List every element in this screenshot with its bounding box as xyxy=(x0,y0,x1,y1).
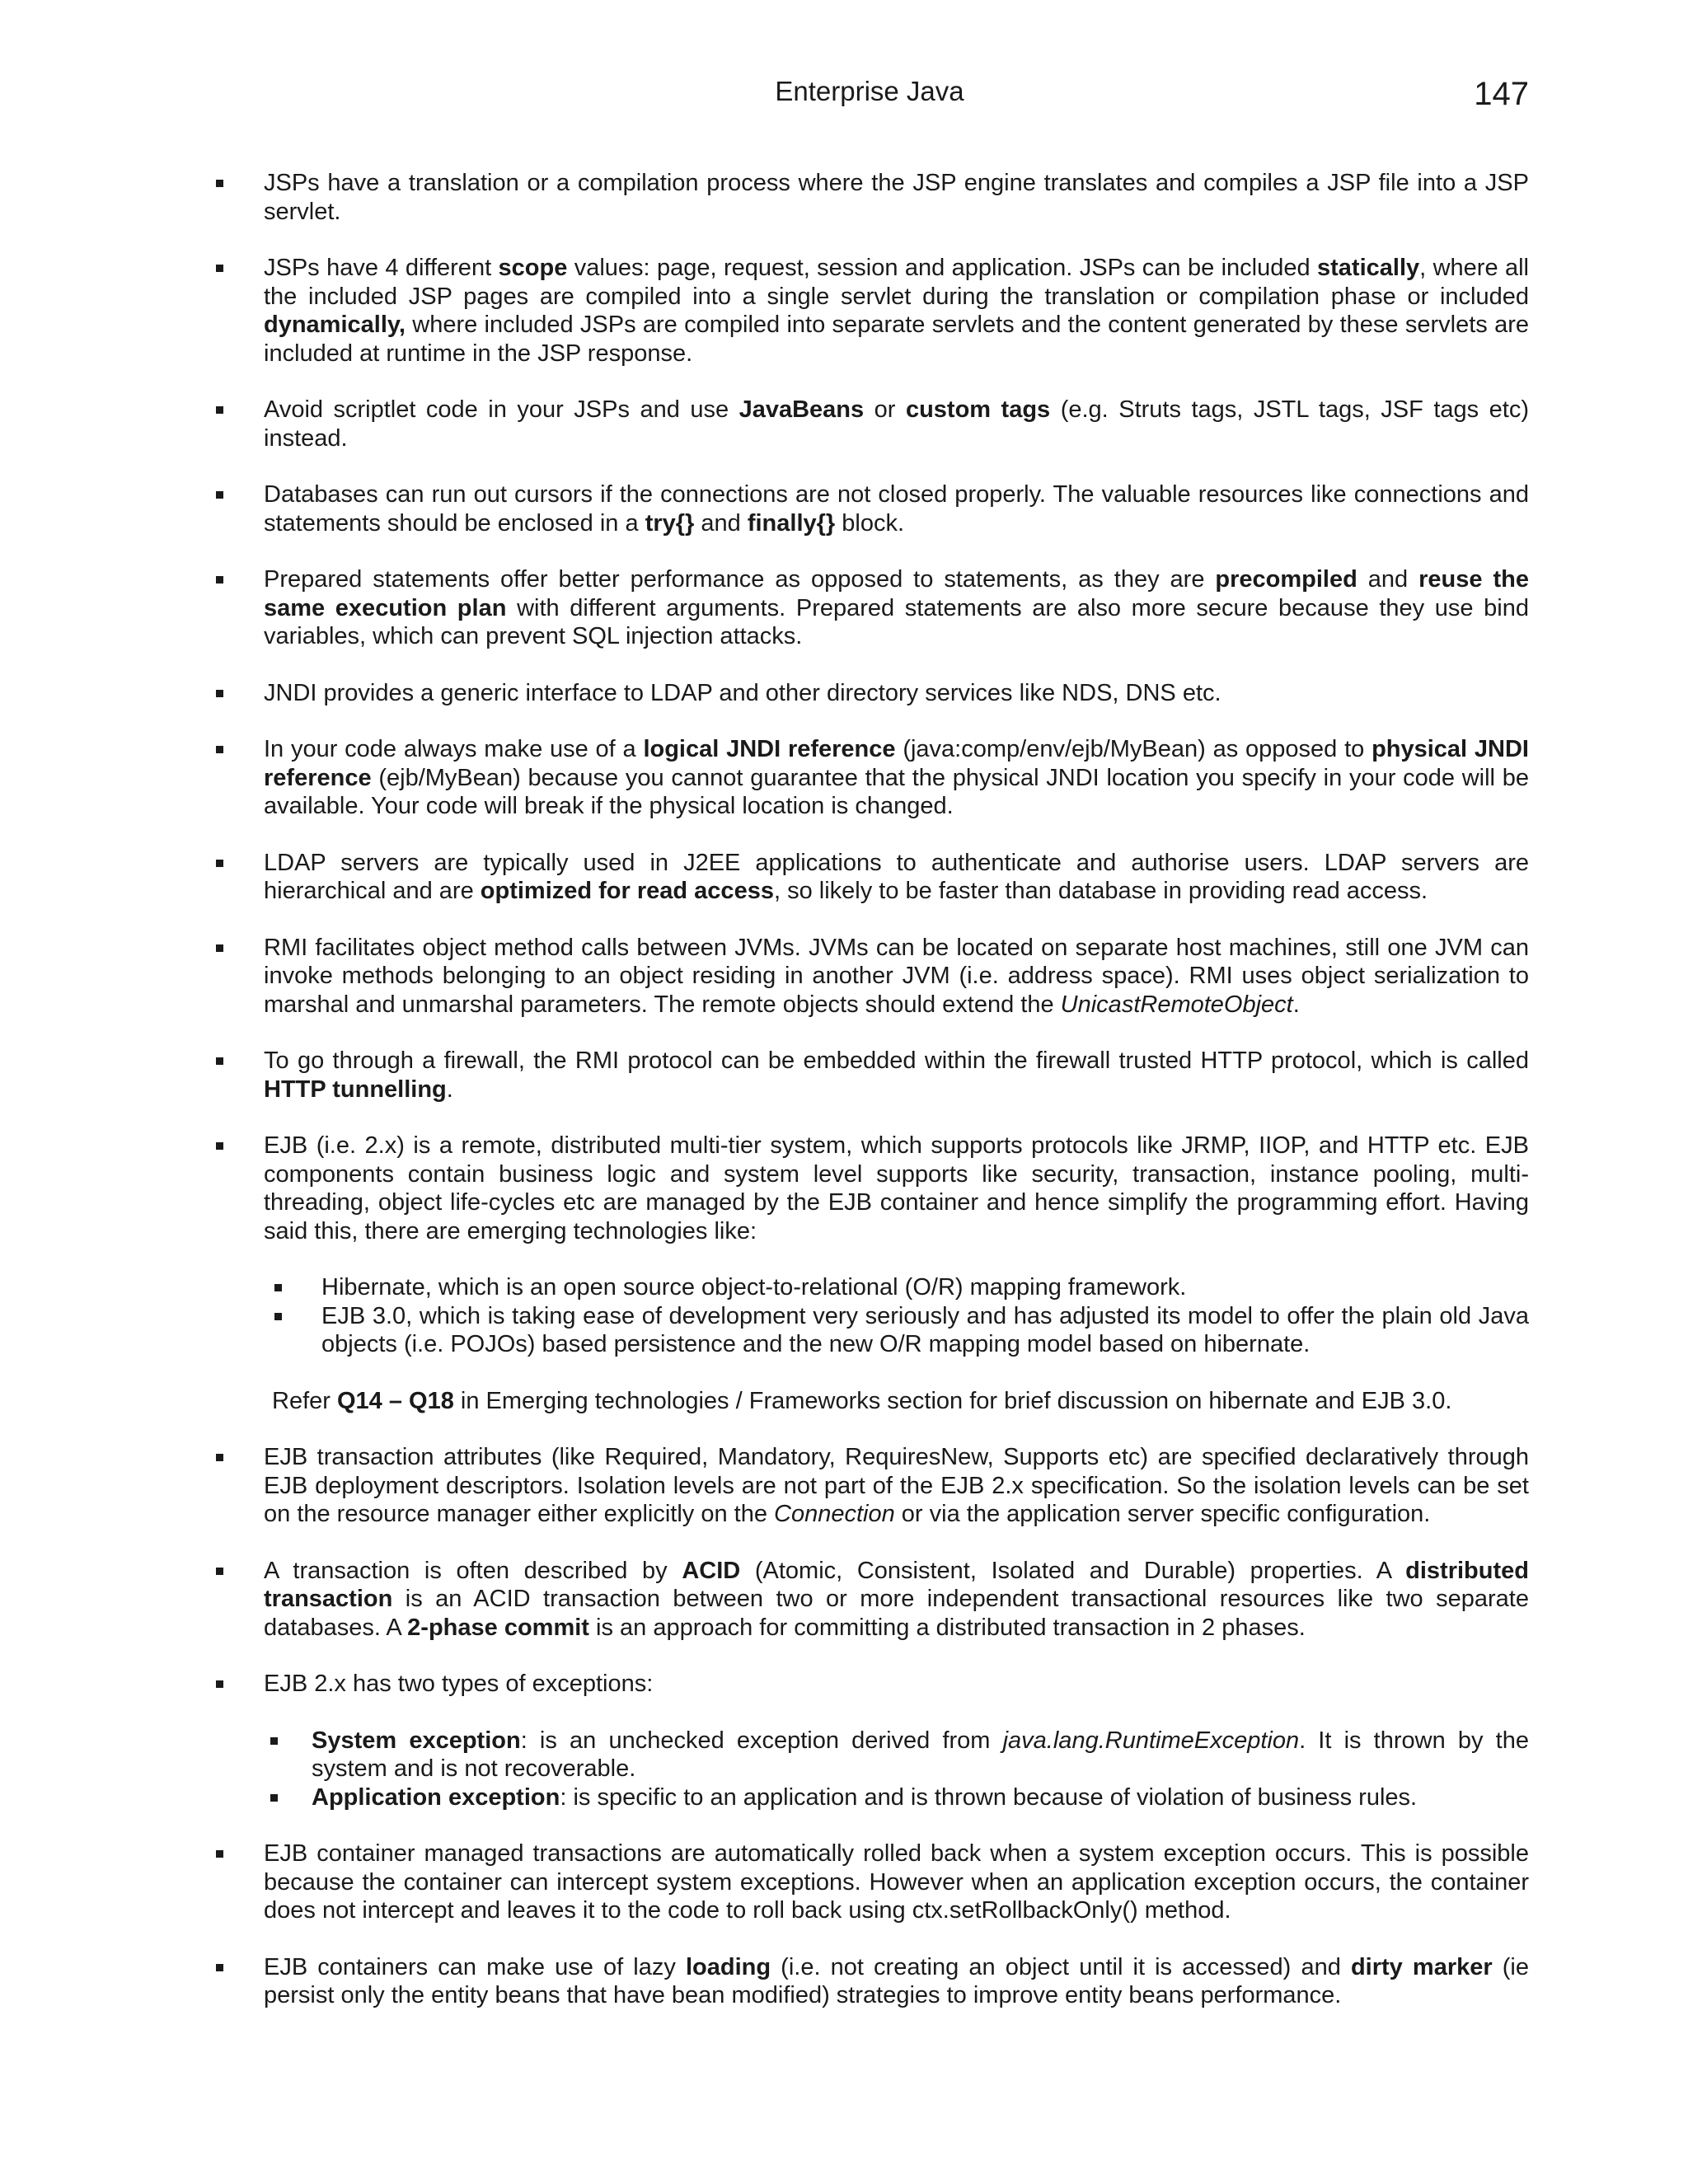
sub-bullet-item xyxy=(264,1302,1529,1359)
bullet-text xyxy=(264,735,1529,821)
text-run: and xyxy=(1357,566,1419,593)
text-run: values: page, request, session and application. JSPs can be included xyxy=(567,255,1318,281)
running-title: Enterprise Java xyxy=(775,76,964,106)
bullet-item xyxy=(216,565,1529,651)
text-run: : is an unchecked exception derived from xyxy=(520,1727,1003,1754)
text-run: in Emerging technologies / Frameworks section for brief discussion on hibernate and EJB 3.0. xyxy=(453,1387,1452,1414)
bullet-text xyxy=(264,1557,1529,1643)
bullet-text xyxy=(264,934,1529,1019)
bullet-item xyxy=(216,169,1529,226)
text-run: and xyxy=(694,509,748,537)
bold-text: Application exception xyxy=(312,1783,560,1811)
text-run: EJB containers can make use of lazy xyxy=(264,1953,686,1980)
bold-text: JavaBeans xyxy=(738,396,865,423)
bold-text: dirty marker xyxy=(1350,1953,1493,1980)
bold-text: logical JNDI reference xyxy=(643,736,896,762)
bold-text: Q14 – Q18 xyxy=(336,1387,454,1414)
bullet-text xyxy=(264,1047,1529,1104)
sub-bullet-list xyxy=(264,1727,1529,1812)
text-run: Hibernate, which is an open source object-to-relational (O/R) mapping framework. xyxy=(321,1274,1187,1301)
text-run: In your code always make use of a xyxy=(264,736,644,762)
text-run: . xyxy=(1292,991,1300,1018)
text-run: or xyxy=(864,396,906,423)
text-run: Avoid scriptlet code in your JSPs and use xyxy=(264,396,739,423)
text-run: EJB (i.e. 2.x) is a remote, distributed multi-tier system, which supports protocols like JRMP, IIOP, and HTTP etc. EJB components contain business logic and system level supports like security, transaction, instance pooling, multi-threading, object life-cycles etc are managed by the EJB container and hence simplify the programming effort. Having said this, there are emerging technologies like: xyxy=(264,1132,1529,1244)
text-run: (ejb/MyBean) because you cannot guarantee that the physical JNDI location you specify in your code will be available. Your code will break if the physical location is changed. xyxy=(264,764,1529,819)
text-run: (ie persist only the entity beans that have bean modified) strategies to improve entity beans performance. xyxy=(264,1953,1529,2008)
text-run: (Atomic, Consistent, Isolated and Durable) properties. A xyxy=(740,1557,1406,1584)
bullet-item xyxy=(216,1670,1529,1811)
bold-text: dynamically, xyxy=(264,312,406,338)
text-run: RMI facilitates object method calls between JVMs. JVMs can be located on separate host machines, still one JVM can invoke methods belonging to an object residing in another JVM (i.e. address space). RMI uses object serialization to marshal and unmarshal parameters. The remote objects should extend the xyxy=(264,934,1529,1018)
bold-text: loading xyxy=(685,1953,771,1980)
bold-text: System exception xyxy=(312,1727,521,1754)
text-run: with different arguments. Prepared statements are also more secure because they use bind variables, which can prevent SQL injection attacks. xyxy=(264,594,1529,649)
text-run: : is specific to an application and is thrown because of violation of business rules. xyxy=(560,1783,1418,1811)
bold-text: finally{} xyxy=(747,509,836,537)
text-run: JSPs have 4 different xyxy=(264,255,499,281)
text-run: (i.e. not creating an object until it is accessed) and xyxy=(771,1953,1351,1980)
bullet-item xyxy=(216,1443,1529,1529)
bullet-text xyxy=(264,480,1529,537)
text-run: To go through a firewall, the RMI protocol can be embedded within the firewall trusted HTTP protocol, which is called xyxy=(264,1047,1529,1074)
bold-text: optimized for read access xyxy=(480,878,774,904)
bullet-item xyxy=(216,849,1529,906)
sub-bullet-list xyxy=(264,1273,1529,1359)
sub-bullet-item xyxy=(264,1727,1529,1783)
text-run: EJB container managed transactions are automatically rolled back when a system exception occurs. This is possible because the container can intercept system exceptions. However when an application exception occurs, the container does not intercept and leaves it to the code to roll back using ctx.setRollbackOnly() method. xyxy=(264,1840,1529,1924)
text-run: EJB 2.x has two types of exceptions: xyxy=(264,1671,654,1697)
bullet-item xyxy=(216,254,1529,368)
bold-text: distributed transaction xyxy=(264,1557,1529,1612)
bold-text: try{} xyxy=(645,509,695,537)
text-run: is an ACID transaction between two or more independent transactional resources like two separate databases. A xyxy=(264,1586,1529,1641)
bullet-item xyxy=(216,480,1529,537)
bold-text: precompiled xyxy=(1215,566,1357,593)
bullet-text xyxy=(264,254,1529,368)
text-run: , so likely to be faster than database in providing read access. xyxy=(773,878,1428,904)
bullet-text xyxy=(264,1670,1529,1699)
bullet-item xyxy=(216,1557,1529,1643)
bold-text: statically xyxy=(1317,255,1420,281)
text-run: Databases can run out cursors if the connections are not closed properly. The valuable resources like connections and statements should be enclosed in a xyxy=(264,481,1529,537)
text-run: Prepared statements offer better performance as opposed to statements, as they are xyxy=(264,566,1216,593)
sub-bullet-item xyxy=(264,1273,1529,1302)
text-run: EJB 3.0, which is taking ease of development very seriously and has adjusted its model to offer the plain old Java objects (i.e. POJOs) based persistence and the new O/R mapping model based on hibernate. xyxy=(321,1302,1529,1357)
italic-text: UnicastRemoteObject xyxy=(1060,991,1293,1018)
text-run: JNDI provides a generic interface to LDAP and other directory services like NDS, DNS etc. xyxy=(264,679,1221,706)
text-run: is an approach for committing a distributed transaction in 2 phases. xyxy=(588,1614,1306,1641)
italic-text: java.lang.RuntimeException xyxy=(1002,1727,1300,1754)
bullet-text xyxy=(264,679,1529,708)
bold-text: custom tags xyxy=(905,396,1051,423)
bullet-item xyxy=(216,1047,1529,1104)
bullet-text xyxy=(264,565,1529,651)
text-run: block. xyxy=(835,509,905,537)
text-run: LDAP servers are typically used in J2EE applications to authenticate and authorise users. LDAP servers are hierarchical and are xyxy=(264,849,1529,904)
text-run: EJB transaction attributes (like Required, Mandatory, RequiresNew, Supports etc) are specified declaratively through EJB deployment descriptors. Isolation levels are not part of the EJB 2.x specification. So the isolation levels can be set on the resource manager either explicitly on the xyxy=(264,1444,1529,1527)
bullet-text xyxy=(264,1953,1529,2010)
bold-text: scope xyxy=(498,255,568,281)
bold-text: physical JNDI reference xyxy=(264,736,1529,791)
bullet-item xyxy=(216,1840,1529,1925)
sub-bullet-item xyxy=(264,1783,1529,1812)
text-run: where included JSPs are compiled into separate servlets and the content generated by these servlets are included at runtime in the JSP response. xyxy=(264,312,1529,367)
text-run: . xyxy=(446,1076,453,1103)
bold-text: 2-phase commit xyxy=(407,1614,589,1641)
page-number: 147 xyxy=(1474,76,1529,112)
bullet-item xyxy=(216,396,1529,452)
bullet-list xyxy=(216,169,1529,2038)
text-run: . It is thrown by the system and is not recoverable. xyxy=(312,1727,1529,1782)
text-run: Refer xyxy=(272,1387,337,1414)
bullet-item xyxy=(216,679,1529,708)
bullet-text xyxy=(264,849,1529,906)
bullet-item xyxy=(216,1132,1529,1415)
bullet-text xyxy=(264,1443,1529,1529)
bullet-item xyxy=(216,934,1529,1019)
bullet-text xyxy=(264,1840,1529,1925)
italic-text: Connection xyxy=(774,1501,895,1527)
bold-text: reuse the same execution plan xyxy=(264,566,1529,621)
bullet-text xyxy=(264,169,1529,226)
text-run: (e.g. Struts tags, JSTL tags, JSF tags etc) instead. xyxy=(264,396,1529,452)
bullet-item xyxy=(216,735,1529,821)
bullet-item xyxy=(216,1953,1529,2010)
text-run: or via the application server specific configuration. xyxy=(894,1501,1431,1527)
refer-note xyxy=(264,1387,1529,1416)
bullet-text xyxy=(264,396,1529,452)
bold-text: HTTP tunnelling xyxy=(264,1076,447,1103)
text-run: (java:comp/env/ejb/MyBean) as opposed to xyxy=(895,736,1372,762)
bold-text: ACID xyxy=(682,1557,741,1584)
text-run: A transaction is often described by xyxy=(264,1557,682,1584)
text-run: , where all the included JSP pages are compiled into a single servlet during the translation or compilation phase or included xyxy=(264,255,1529,310)
bullet-text xyxy=(264,1132,1529,1245)
text-run: JSPs have a translation or a compilation process where the JSP engine translates and compiles a JSP file into a JSP servlet. xyxy=(264,170,1529,225)
